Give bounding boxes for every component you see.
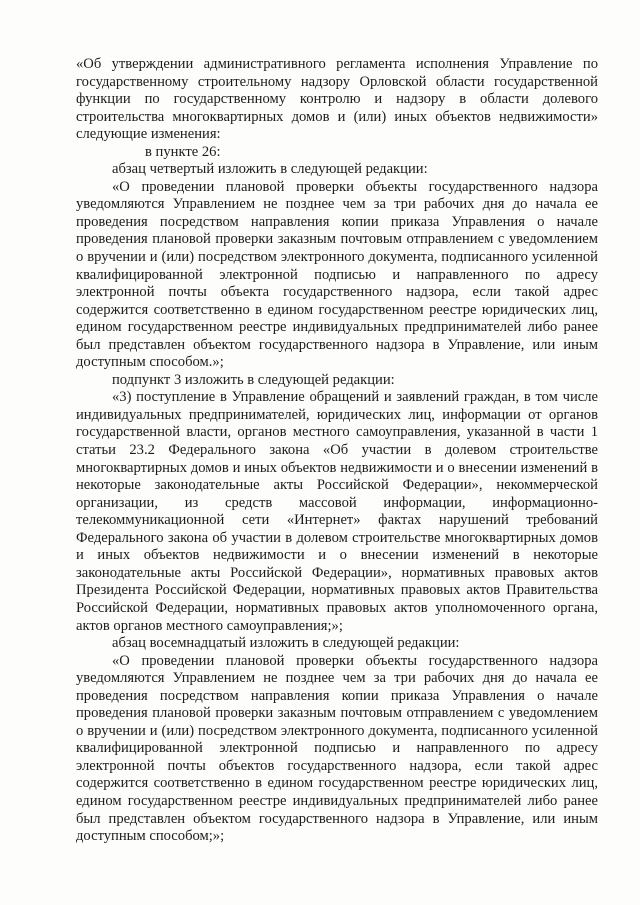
paragraph-point-26: в пункте 26: [145, 143, 221, 160]
paragraph-amendment-intro-1: абзац четвертый изложить в следующей редакции: [112, 161, 428, 178]
paragraph-amendment-intro-3: абзац восемнадцатый изложить в следующей редакции: [112, 635, 460, 652]
document-body [76, 56, 598, 846]
paragraph-amendment-text-3: «О проведении плановой проверки объекты государственного надзора уведомляются Управлением не позднее чем за три рабочих дня до начала ее проведения посредством направления копии приказа Управления о начале проведения плановой проверки заказным почтовым отправлением с уведомлением о вручении и (или) посредством электронного документа, подписанного усиленной квалифицированной электронной подписью и направленного по адресу электронной почты объектов государственного надзора, если такой адрес содержится соответственно в едином государственном реестре юридических лиц, едином государственном реестре индивидуальных предпринимателей либо ранее был представлен объектом государственного надзора в Управление, или иным доступным способом;»; [76, 652, 598, 845]
paragraph-regulation-title: «Об утверждении административного регламента исполнения Управление по государственному строительному надзору Орловской области государственной функции по государственному контролю и надзору в области долевого строительства многоквартирных домов и (или) иных объектов недвижимости» следующие изменения: [76, 56, 598, 143]
paragraph-amendment-text-2: «3) поступление в Управление обращений и заявлений граждан, в том числе индивидуальных предпринимателей, юридических лиц, информации от органов государственной власти, органов местного самоуправления, указанной в части 1 статьи 23.2 Федерального закона «Об участии в долевом строительстве многоквартирных домов и иных объектов недвижимости и о внесении изменений в некоторые законодательные акты Российской Федерации», некоммерческой организации, из средств массовой информации, информационно-телекоммуникационной сети «Интернет» фактах нарушений требований Федерального закона об участии в долевом строительстве многоквартирных домов и иных объектов недвижимости и о внесении изменений в некоторые законодательные акты Российской Федерации», нормативных правовых актов Президента Российской Федерации, нормативных правовых актов Правительства Российской Федерации, нормативных правовых актов уполномоченного органа, актов органов местного самоуправления;»; [76, 389, 598, 634]
paragraph-amendment-intro-2: подпункт 3 изложить в следующей редакции: [112, 371, 395, 388]
paragraph-amendment-text-1: «О проведении плановой проверки объекты государственного надзора уведомляются Управлением не позднее чем за три рабочих дня до начала ее проведения посредством направления копии приказа Управления о начале проведения плановой проверки заказным почтовым отправлением с уведомлением о вручении и (или) посредством электронного документа, подписанного усиленной квалифицированной электронной подписью и направленного по адресу электронной почты объекта государственного надзора, если такой адрес содержится соответственно в едином государственном реестре юридических лиц, едином государственном реестре индивидуальных предпринимателей либо ранее был представлен объектом государственного надзора в Управление, или иным доступным способом.»; [76, 178, 598, 371]
